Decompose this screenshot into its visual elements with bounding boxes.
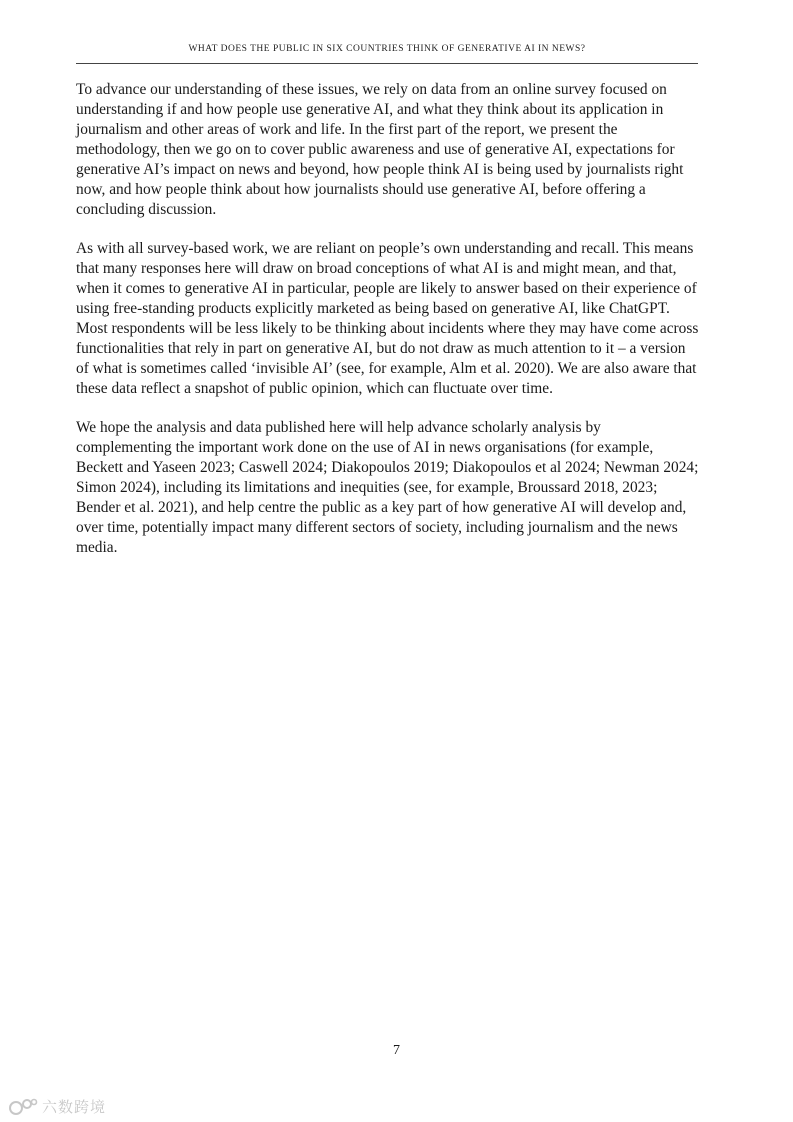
paragraph-2: As with all survey-based work, we are reliant on people’s own understanding and recall. This means that many responses here will draw on broad conceptions of what AI is and might mean, and that, when it comes to generative AI in particular, people are likely to answer based on their experience of using free-standing products explicitly marketed as being based on generative AI, like ChatGPT. Most respondents will be less likely to be thinking about incidents where they may have come across functionalities that rely in part on generative AI, but do not draw as much attention to it – a version of what is sometimes called ‘invisible AI’ (see, for example, Alm et al. 2020). We are also aware that these data reflect a snapshot of public opinion, which can fluctuate over time. xyxy=(76,240,699,397)
watermark-logo-icon xyxy=(8,1097,38,1117)
page-number: 7 xyxy=(393,1043,400,1058)
watermark-text: 六数跨境 xyxy=(42,1098,107,1116)
body-text xyxy=(76,80,700,577)
header-divider xyxy=(76,63,698,64)
running-header: WHAT DOES THE PUBLIC IN SIX COUNTRIES THINK OF GENERATIVE AI IN NEWS? xyxy=(188,44,586,54)
watermark xyxy=(8,1096,106,1117)
paragraph-3: We hope the analysis and data published here will help advance scholarly analysis by complementing the important work done on the use of AI in news organisations (for example, Beckett and Yaseen 2023; Caswell 2024; Diakopoulos 2019; Diakopoulos et al 2024; Newman 2024; Simon 2024), including its limitations and inequities (see, for example, Broussard 2018, 2023; Bender et al. 2021), and help centre the public as a key part of how generative AI will develop and, over time, potentially impact many different sectors of society, including journalism and the news media. xyxy=(76,419,699,556)
paragraph-1: To advance our understanding of these issues, we rely on data from an online survey focused on understanding if and how people use generative AI, and what they think about its application in journalism and other areas of work and life. In the first part of the report, we present the methodology, then we go on to cover public awareness and use of generative AI, expectations for generative AI’s impact on news and beyond, how people think AI is being used by journalists right now, and how people think about how journalists should use generative AI, before offering a concluding discussion. xyxy=(76,81,684,218)
